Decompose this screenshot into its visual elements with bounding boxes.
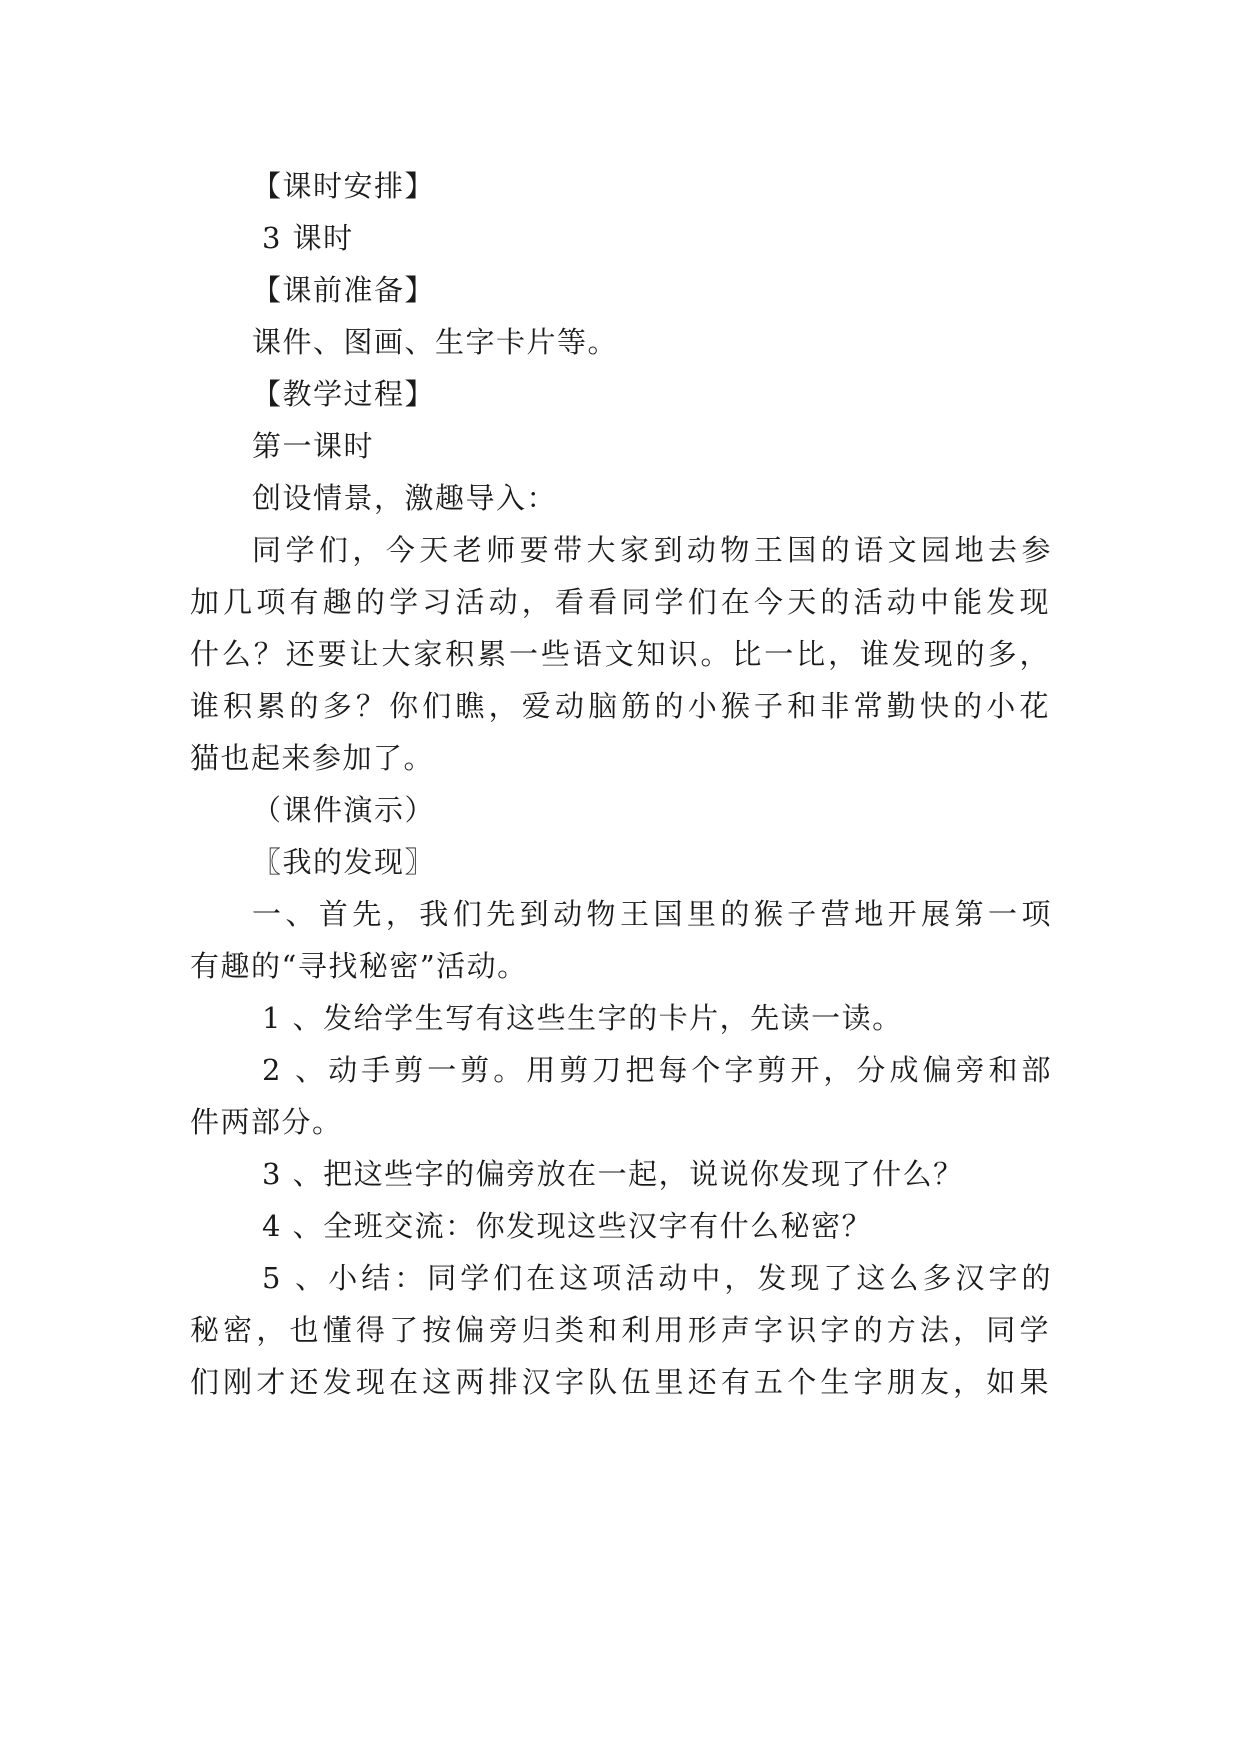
step-item: 1 、发给学生写有这些生字的卡片，先读一读。 <box>262 1001 903 1035</box>
preparation-text: 课件、图画、生字卡片等。 <box>252 325 619 359</box>
step-item: 4 、全班交流：你发现这些汉字有什么秘密？ <box>262 1209 873 1243</box>
paragraph-line: 件两部分。 <box>190 1105 343 1139</box>
step-item: 2 、动手剪一剪。用剪刀把每个字剪开，分成偏旁和部 <box>262 1053 1052 1087</box>
paragraph-line: 同学们，今天老师要带大家到动物王国的语文园地去参 <box>252 533 1052 567</box>
heading-lesson-schedule: 【课时安排】 <box>252 169 436 203</box>
paragraph-line: 什么？还要让大家积累一些语文知识。比一比，谁发现的多， <box>190 637 1050 671</box>
paragraph-line: 猫也起来参加了。 <box>190 741 435 775</box>
paragraph-line: 秘密，也懂得了按偏旁归类和利用形声字识字的方法，同学 <box>190 1313 1050 1347</box>
paragraph-line: 有趣的“寻找秘密”活动。 <box>190 949 528 983</box>
paragraph-line: 一、首先，我们先到动物王国里的猴子营地开展第一项 <box>252 897 1052 931</box>
paragraph-line: 们刚才还发现在这两排汉字队伍里还有五个生字朋友，如果 <box>190 1365 1050 1399</box>
heading-my-discovery: 〖我的发现〗 <box>252 845 436 879</box>
first-lesson-label: 第一课时 <box>252 429 375 463</box>
step-item: 3 、把这些字的偏旁放在一起，说说你发现了什么？ <box>262 1157 964 1191</box>
paragraph-line: 谁积累的多？你们瞧，爱动脑筋的小猴子和非常勤快的小花 <box>190 689 1050 723</box>
heading-teaching-process: 【教学过程】 <box>252 377 436 411</box>
lesson-count: 3 课时 <box>262 221 354 255</box>
courseware-demo: （课件演示） <box>252 793 436 827</box>
heading-preparation: 【课前准备】 <box>252 273 436 307</box>
step-item: 5 、小结：同学们在这项活动中，发现了这么多汉字的 <box>262 1261 1052 1295</box>
intro-heading: 创设情景，激趣导入： <box>252 481 558 515</box>
paragraph-line: 加几项有趣的学习活动，看看同学们在今天的活动中能发现 <box>190 585 1050 619</box>
